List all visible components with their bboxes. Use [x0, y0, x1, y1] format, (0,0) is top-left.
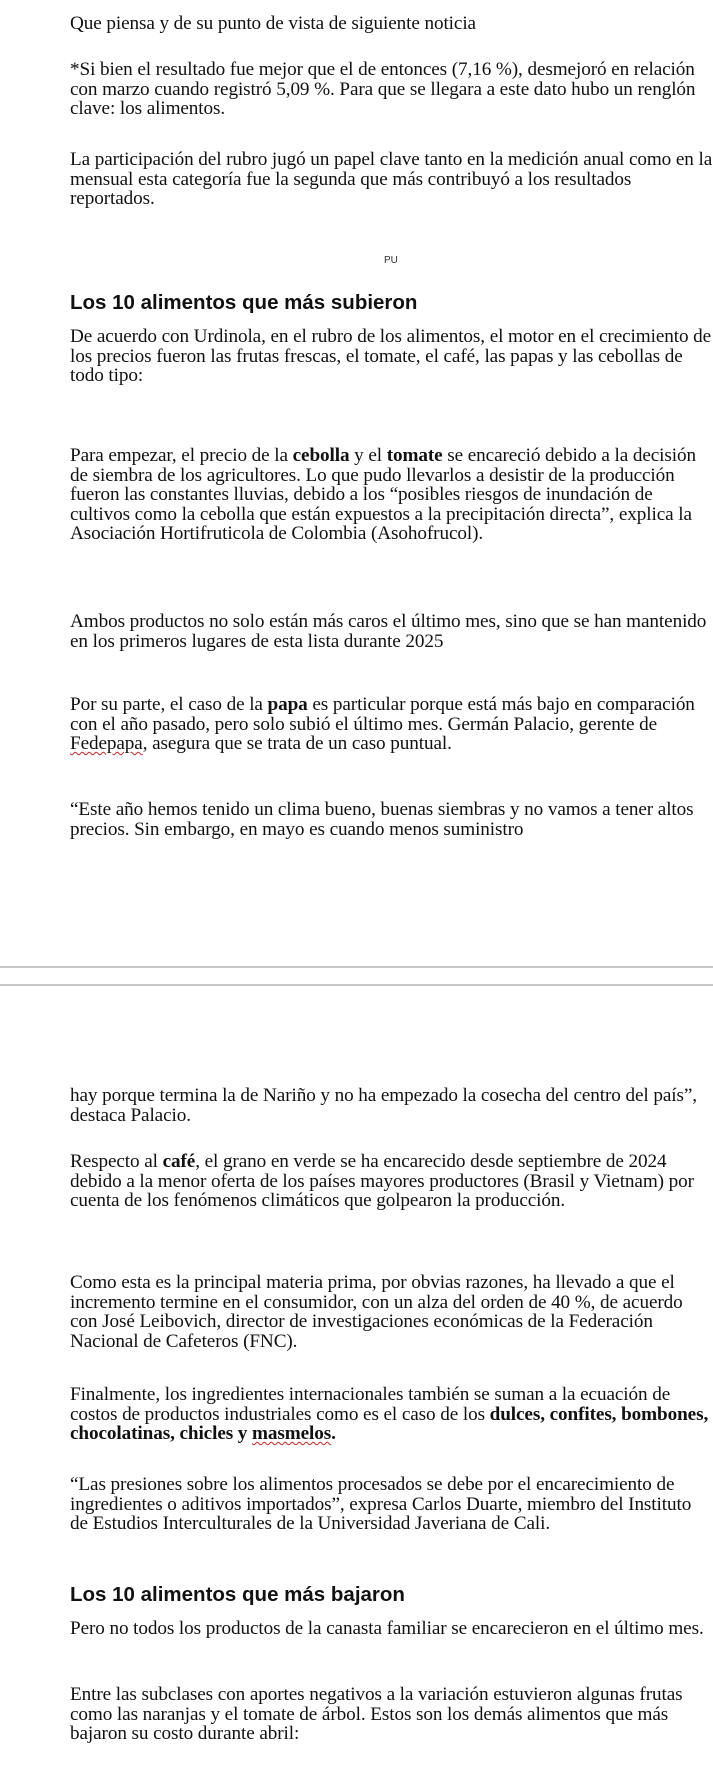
paragraph-onion-tomato: Para empezar, el precio de la cebolla y el tomate se encareció debido a la decisión de siembra de los agricultores. Lo que pudo llevarlos a desistir de la producción fueron las constantes lluvias, debido a los “posibles riesgos de inundación de cultivos como la cebolla que están expuestos a la precipitación directa”, explica la Asociación Hortifruticola de Colombia (Asohofrucol).: [70, 445, 696, 545]
bold-cebolla: cebolla: [292, 445, 350, 466]
bold-sweets: dulces, confites, bombones, chocolatinas, chicles y: [70, 1403, 709, 1445]
paragraph-duarte: “Las presiones sobre los alimentos procesados se debe por el encarecimiento de ingredientes o aditivos importados”, expresa Carlos Duarte, miembro del Instituto de Estudios Interculturales de la Universidad Javeriana de Cali.: [70, 1474, 692, 1535]
heading-foods-down: Los 10 alimentos que más bajaron: [70, 1583, 405, 1606]
document-page-2: [0, 1000, 713, 1773]
paragraph-international: Finalmente, los ingredientes internacionales también se suman a la ecuación de costos de productos industriales como es el caso de los dulces, confites, bombones, chocolatinas, chicles y masmelos.: [70, 1384, 709, 1445]
paragraph-urdinola: De acuerdo con Urdinola, en el rubro de los alimentos, el motor en el crecimiento de los precios fueron las frutas frescas, el tomate, el café, las papas y las cebollas de todo tipo:: [70, 326, 712, 387]
misspelled-fedepapa: Fedepapa: [70, 733, 143, 755]
paragraph-quote-palacio: “Este año hemos tenido un clima bueno, buenas siembras y no vamos a tener altos precios. Sin embargo, en mayo es cuando menos suministro: [70, 799, 694, 840]
bold-cafe: café: [162, 1151, 196, 1172]
paragraph-raw-material: Como esta es la principal materia prima, por obvias razones, ha llevado a que el incremento termine en el consumidor, con un alza del orden de 40 %, de acuerdo con José Leibovich, director de investigaciones económicas de la Federación Nacional de Cafeteros (FNC).: [70, 1272, 683, 1352]
paragraph-subclasses: Entre las subclases con aportes negativos a la variación estuvieron algunas frutas como las naranjas y el tomate de árbol. Estos son los demás alimentos que más bajaron su costo durante abril:: [70, 1684, 683, 1745]
paragraph-palacio-end: hay porque termina la de Nariño y no ha empezado la cosecha del centro del país”, destaca Palacio.: [70, 1085, 697, 1126]
pu-tag: PU: [384, 255, 398, 266]
paragraph-result: *Si bien el resultado fue mejor que el de entonces (7,16 %), desmejoró en relación con marzo cuando registró 5,09 %. Para que se llegara a este dato hubo un renglón clave: los alimentos.: [70, 59, 696, 120]
page-break-bottom-line: [0, 984, 713, 986]
page-break-top-line: [0, 966, 713, 968]
paragraph-coffee: Respecto al café, el grano en verde se ha encarecido desde septiembre de 2024 debido a la menor oferta de los países mayores productores (Brasil y Vietnam) por cuenta de los fenómenos climáticos que golpearon la producción.: [70, 1151, 694, 1212]
question-line: Que piensa y de su punto de vista de siguiente noticia: [70, 13, 476, 34]
bold-papa: papa: [267, 694, 308, 715]
bold-tomate: tomate: [386, 445, 443, 466]
misspelled-masmelos: masmelos: [252, 1423, 332, 1445]
paragraph-participation: La participación del rubro jugó un papel clave tanto en la medición anual como en la mensual esta categoría fue la segunda que más contribuyó a los resultados reportados.: [70, 149, 713, 210]
paragraph-potato: Por su parte, el caso de la papa es particular porque está más bajo en comparación con el año pasado, pero solo subió el último mes. Germán Palacio, gerente de Fedepapa, asegura que se trata de un caso puntual.: [70, 694, 695, 755]
paragraph-not-all: Pero no todos los productos de la canasta familiar se encarecieron en el último mes.: [70, 1618, 704, 1639]
paragraph-both-products: Ambos productos no solo están más caros el último mes, sino que se han mantenido en los primeros lugares de esta lista durante 2025: [70, 611, 707, 652]
heading-foods-up: Los 10 alimentos que más subieron: [70, 291, 418, 314]
